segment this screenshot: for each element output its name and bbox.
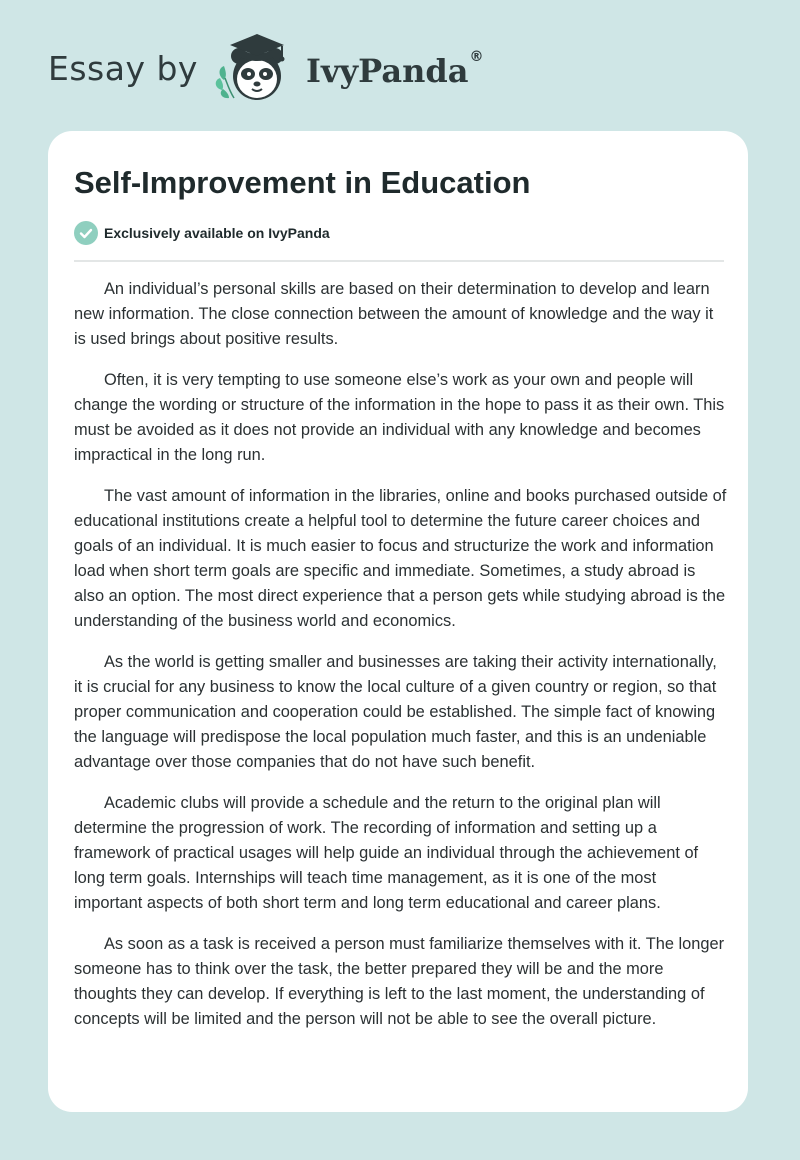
- essay-paragraph: As soon as a task is received a person must familiarize themselves with it. The longer someone has to think over the task, the better prepared they will be and the more thoughts they can develop. If everything is left to the last moment, the understanding of concepts will be limited and the person will not be able to see the overall picture.: [74, 935, 725, 1028]
- essay-card: [48, 131, 748, 1112]
- exclusive-badge-label: Exclusively available on IvyPanda: [104, 225, 330, 241]
- essay-paragraph: Often, it is very tempting to use someone else’s work as your own and people will change the wording or structure of the information in the hope to pass it as their own. This must be avoided as it does not provide an individual with any knowledge and becomes impractical in the long run.: [74, 371, 725, 464]
- essay-body: [74, 277, 728, 1048]
- divider: [74, 260, 724, 262]
- page-title: Self-Improvement in Education: [74, 165, 531, 200]
- essay-by-label: Essay by: [48, 48, 198, 88]
- brand-name[interactable]: IvyPanda: [305, 52, 469, 90]
- essay-paragraph: Academic clubs will provide a schedule and the return to the original plan will determine the progression of work. The recording of information and setting up a framework of practical usages will help guide an individual through the achievement of long term goals. Internships will teach time management, as it is one of the most important aspects of both short term and long term educational and career plans.: [74, 794, 699, 912]
- exclusive-badge: [74, 221, 330, 245]
- essay-paragraph: The vast amount of information in the libraries, online and books purchased outside of educational institutions create a helpful tool to determine the future career choices and goals of an individual. It is much easier to focus and structurize the work and information load when short term goals are specific and immediate. Sometimes, a study abroad is also an option. The most direct experience that a person gets while studying abroad is the understanding of the business world and economics.: [74, 487, 727, 630]
- check-circle-icon: [74, 221, 98, 245]
- registered-mark: ®: [469, 49, 484, 65]
- panda-graduate-icon[interactable]: [212, 28, 302, 108]
- essay-paragraph: An individual’s personal skills are based on their determination to develop and learn new information. The close connection between the amount of knowledge and the way it is used brings about positive results.: [74, 280, 714, 348]
- essay-paragraph: As the world is getting smaller and businesses are taking their activity internationally, it is crucial for any business to know the local culture of a given country or region, so that proper communication and cooperation could be established. The simple fact of knowing the language will predispose the local population much faster, and this is an undeniable advantage over those companies that do not have such benefit.: [74, 653, 717, 771]
- site-header: [48, 28, 483, 108]
